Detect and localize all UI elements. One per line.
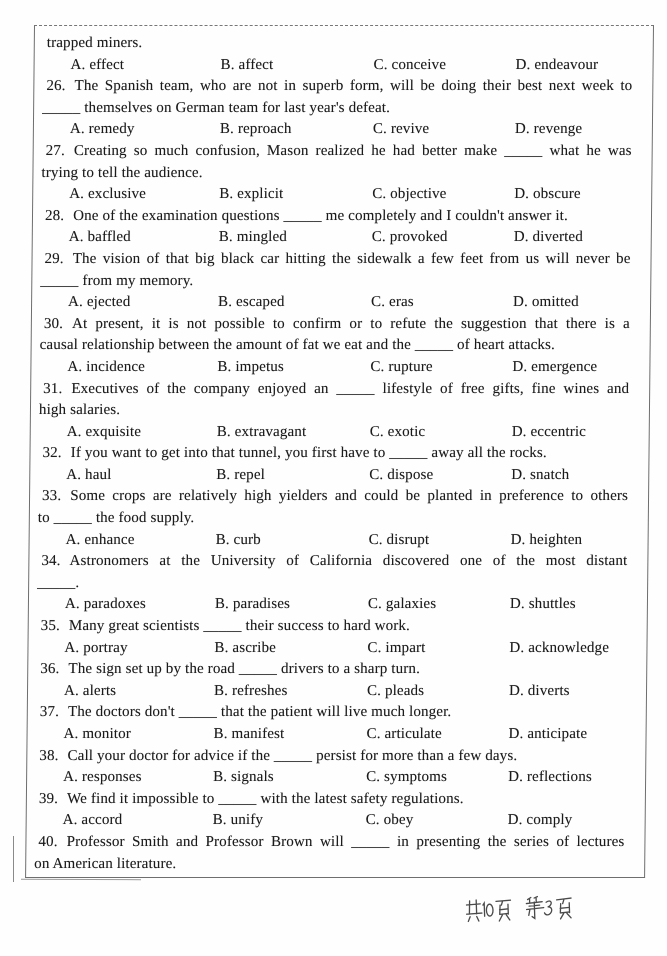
option-d (510, 530, 627, 552)
option-b (214, 638, 367, 660)
question-item (39, 314, 630, 379)
option-a (65, 530, 215, 552)
option-letter: C. (373, 56, 388, 73)
question-item (46, 33, 632, 76)
question-text: The doctors don't _____ that the patient will live much longer. (67, 704, 452, 721)
question-text: trapped miners. (46, 35, 143, 51)
options-row (39, 810, 625, 832)
option-text: exquisite (85, 423, 142, 440)
option-text: signals (231, 769, 274, 786)
option-d (508, 724, 625, 746)
option-text: rupture (388, 358, 433, 375)
option-letter: B. (214, 639, 229, 656)
option-text: pleads (384, 682, 425, 699)
options-row (44, 292, 630, 314)
option-text: disrupt (386, 531, 430, 548)
question-item (40, 616, 626, 659)
option-text: omitted (531, 294, 579, 311)
option-text: reproach (237, 121, 292, 138)
handwriting-strokes-icon (466, 893, 579, 927)
question-text: At present, it is not possible to confirm or to refute the suggestion that there is a (71, 315, 630, 332)
option-text: mingled (236, 229, 288, 246)
question-number: 31. (43, 380, 63, 397)
option-letter: D. (514, 121, 530, 138)
question-line (38, 832, 624, 854)
option-letter: B. (219, 121, 235, 138)
options-row (43, 357, 629, 379)
question-text: to _____ the food supply. (37, 510, 195, 527)
option-c (368, 530, 510, 552)
option-text: emergence (531, 358, 598, 375)
question-line (41, 551, 627, 573)
option-letter: D. (512, 358, 528, 375)
question-item (42, 443, 628, 486)
question-number: 29. (44, 250, 64, 267)
option-a (67, 422, 217, 444)
option-letter: D. (515, 56, 531, 73)
option-letter: C. (367, 596, 383, 613)
option-c (369, 465, 511, 487)
option-letter: B. (213, 682, 229, 699)
option-b (220, 119, 373, 141)
option-c (367, 681, 509, 703)
question-number: 32. (42, 445, 62, 462)
option-letter: B. (220, 56, 235, 73)
question-item (39, 746, 625, 789)
option-text: symptoms (384, 769, 448, 786)
option-a (66, 465, 216, 487)
option-letter: D. (508, 769, 524, 786)
option-d (515, 55, 632, 77)
option-text: paradises (232, 596, 291, 613)
option-text: dispose (387, 466, 434, 483)
option-text: revive (390, 121, 430, 138)
question-number: 38. (39, 747, 59, 764)
option-text: explicit (237, 186, 284, 203)
option-text: heighten (529, 531, 583, 548)
option-b (216, 465, 369, 487)
option-letter: A. (62, 812, 78, 829)
option-b (219, 227, 372, 249)
option-text: extravagant (234, 423, 307, 440)
handwritten-page-note (466, 893, 579, 927)
option-letter: A. (63, 682, 80, 699)
question-number: 28. (44, 207, 65, 224)
option-a (69, 227, 219, 249)
option-text: acknowledge (528, 639, 610, 656)
option-a (70, 119, 220, 141)
option-letter: D. (510, 531, 526, 548)
question-line (40, 702, 626, 724)
option-letter: D. (513, 294, 529, 311)
question-text: Call your doctor for advice if the _____ persist for more than a few days. (67, 747, 518, 764)
question-item (40, 659, 626, 702)
option-letter: B. (213, 769, 228, 786)
question-line (40, 271, 630, 293)
option-d (508, 810, 625, 832)
option-c (370, 422, 512, 444)
question-number: 34. (41, 553, 61, 570)
option-letter: A. (63, 726, 79, 742)
option-b (215, 594, 368, 616)
option-text: eras (388, 294, 414, 311)
question-line (43, 379, 629, 401)
option-c (368, 594, 510, 616)
question-item (45, 206, 631, 249)
option-letter: C. (372, 186, 387, 203)
option-text: paradoxes (83, 596, 146, 613)
question-item (34, 832, 625, 875)
question-number: 30. (43, 315, 64, 332)
question-text: Professor Smith and Professor Brown will _____ in presenting the series of lectures (66, 833, 625, 850)
question-item (37, 551, 628, 616)
option-b (213, 810, 366, 832)
option-c (366, 810, 508, 832)
option-letter: A. (70, 56, 86, 73)
question-text: Creating so much confusion, Mason realized he had better make _____ what he was (73, 142, 632, 159)
option-a (64, 681, 214, 703)
question-item (41, 141, 632, 206)
question-text: Many great scientists _____ their success to hard work. (68, 618, 411, 635)
option-letter: A. (68, 229, 84, 246)
question-text: The sign set up by the road _____ drivers to a sharp turn. (68, 661, 421, 678)
option-letter: D. (511, 466, 527, 483)
option-letter: B. (213, 726, 228, 742)
question-line (38, 508, 628, 530)
question-line (41, 616, 627, 638)
option-b (213, 724, 366, 746)
question-line (40, 659, 626, 681)
option-text: incidence (86, 358, 146, 375)
option-c (372, 184, 514, 206)
option-text: comply (526, 812, 573, 829)
question-item (38, 379, 630, 444)
option-b (213, 767, 366, 789)
option-d (512, 357, 629, 379)
options-row (41, 530, 627, 552)
option-letter: C. (368, 531, 383, 548)
question-number: 39. (38, 790, 59, 807)
question-number: 33. (41, 488, 62, 505)
option-letter: B. (218, 229, 233, 246)
option-b (217, 422, 370, 444)
option-letter: D. (507, 812, 523, 829)
option-text: responses (81, 769, 142, 786)
option-letter: B. (217, 358, 232, 375)
option-c (373, 55, 515, 77)
option-a (67, 357, 217, 379)
question-text: Executives of the company enjoyed an _____ lifestyle of free gifts, fine wines and (71, 380, 630, 397)
question-text: One of the examination questions _____ me completely and I couldn't answer it. (73, 207, 568, 224)
question-line (42, 486, 628, 508)
option-c (366, 767, 508, 789)
option-text: provoked (389, 229, 448, 246)
option-b (214, 681, 367, 703)
question-text: high salaries. (38, 402, 121, 419)
question-number: 26. (46, 78, 66, 95)
option-letter: A. (66, 466, 82, 483)
question-line (39, 400, 629, 422)
option-text: impart (385, 639, 426, 656)
question-line (41, 163, 631, 185)
option-b (217, 357, 370, 379)
option-letter: A. (69, 186, 85, 203)
option-b (215, 530, 368, 552)
question-item (39, 702, 625, 745)
question-text: on American literature. (34, 855, 177, 872)
option-letter: C. (370, 358, 385, 375)
option-text: exotic (387, 423, 426, 440)
question-number: 37. (39, 704, 60, 721)
option-letter: A. (65, 531, 81, 548)
option-letter: A. (66, 423, 82, 440)
option-d (512, 422, 629, 444)
option-text: monitor (82, 726, 132, 742)
option-text: revenge (533, 121, 583, 138)
question-line (40, 335, 630, 357)
option-c (371, 292, 513, 314)
questions-list (34, 33, 633, 875)
option-letter: B. (212, 812, 227, 829)
option-text: galaxies (385, 596, 437, 613)
option-text: curb (233, 531, 261, 548)
option-d (514, 227, 631, 249)
option-text: portray (83, 639, 128, 656)
option-c (366, 724, 508, 746)
question-text: If you want to get into that tunnel, you first have to _____ away all the rocks. (70, 445, 547, 462)
option-d (509, 681, 626, 703)
question-text: _____. (37, 574, 80, 591)
option-letter: A. (63, 769, 79, 786)
option-a (64, 638, 214, 660)
option-letter: D. (508, 726, 524, 742)
option-letter: A. (64, 596, 80, 613)
option-text: exclusive (87, 186, 147, 203)
option-letter: D. (513, 229, 529, 246)
option-text: eccentric (530, 423, 587, 440)
question-line (47, 33, 633, 55)
option-letter: C. (366, 726, 381, 742)
option-a (63, 724, 213, 746)
option-b (219, 184, 372, 206)
option-text: haul (85, 466, 112, 483)
option-letter: D. (509, 639, 525, 656)
option-letter: C. (366, 769, 381, 786)
option-text: obey (383, 812, 414, 829)
option-text: obscure (532, 186, 581, 203)
option-c (367, 638, 509, 660)
option-c (373, 119, 515, 141)
option-text: unify (230, 812, 264, 829)
option-a (69, 184, 219, 206)
option-c (370, 357, 512, 379)
option-d (514, 184, 631, 206)
option-letter: C. (369, 466, 384, 483)
option-text: reflections (526, 769, 592, 786)
option-text: impetus (235, 358, 285, 375)
option-a (65, 594, 215, 616)
option-text: endeavour (534, 56, 599, 73)
option-letter: C. (372, 121, 388, 138)
question-line (46, 76, 632, 98)
option-letter: B. (216, 423, 231, 440)
option-text: affect (238, 56, 274, 73)
question-line (39, 789, 625, 811)
option-text: escaped (235, 294, 285, 311)
option-letter: A. (68, 294, 84, 311)
question-line (42, 443, 628, 465)
option-text: enhance (84, 531, 135, 548)
question-text: Some crops are relatively high yielders and could be planted in preference to others (70, 488, 629, 505)
option-text: accord (81, 812, 123, 829)
options-row (39, 767, 625, 789)
option-b (220, 55, 373, 77)
option-letter: C. (365, 812, 380, 829)
option-text: alerts (82, 682, 117, 699)
option-letter: A. (69, 121, 85, 138)
option-d (510, 594, 627, 616)
options-row (46, 119, 632, 141)
question-line (45, 206, 631, 228)
option-d (515, 119, 632, 141)
question-item (42, 76, 633, 141)
option-c (372, 227, 514, 249)
option-letter: C. (371, 229, 386, 246)
option-text: shuttles (528, 596, 576, 613)
option-text: articulate (384, 726, 442, 742)
question-text: The Spanish team, who are not in superb form, will be doing their best next week to (74, 78, 633, 95)
options-row (40, 638, 626, 660)
options-row (39, 724, 625, 746)
question-line (34, 854, 624, 876)
option-text: anticipate (527, 726, 588, 742)
options-row (46, 55, 632, 77)
option-text: baffled (87, 229, 131, 246)
option-letter: A. (64, 639, 80, 656)
option-letter: C. (366, 682, 382, 699)
option-letter: B. (218, 294, 233, 311)
question-text: _____ themselves on German team for last year's defeat. (42, 99, 391, 116)
option-a (63, 767, 213, 789)
question-line (44, 249, 630, 271)
option-text: manifest (231, 726, 285, 742)
option-a (70, 55, 220, 77)
option-text: diverted (532, 229, 584, 246)
option-letter: D. (508, 682, 525, 699)
question-text: We find it impossible to _____ with the latest safety regulations. (67, 790, 464, 807)
option-d (511, 465, 628, 487)
option-letter: B. (214, 596, 230, 613)
question-text: The vision of that big black car hitting the sidewalk a few feet from us will never be (72, 250, 631, 267)
question-line (42, 98, 632, 120)
option-text: conceive (391, 56, 447, 73)
scan-edge-artifact (13, 836, 14, 882)
option-a (68, 292, 218, 314)
question-line (46, 141, 632, 163)
question-text: trying to tell the audience. (41, 164, 203, 181)
option-letter: D. (509, 596, 525, 613)
option-d (513, 292, 630, 314)
exam-content-box (25, 25, 654, 878)
option-letter: D. (514, 186, 530, 203)
question-text: _____ from my memory. (40, 272, 194, 289)
option-d (509, 638, 626, 660)
options-row (40, 681, 626, 703)
option-text: snatch (530, 466, 570, 483)
option-letter: B. (219, 186, 234, 203)
options-row (42, 465, 628, 487)
question-item (37, 486, 629, 551)
question-number: 40. (38, 833, 58, 850)
option-letter: A. (67, 358, 83, 375)
option-text: repel (234, 466, 266, 483)
question-text: Astronomers at the University of California discovered one of the most distant (69, 553, 628, 570)
options-row (45, 184, 631, 206)
options-row (41, 594, 627, 616)
option-letter: B. (216, 466, 231, 483)
question-item (39, 789, 625, 832)
option-letter: C. (371, 294, 386, 311)
question-line (39, 746, 625, 768)
scan-line-artifact (21, 879, 141, 880)
option-text: refreshes (231, 682, 288, 699)
question-number: 36. (40, 661, 60, 678)
option-text: ejected (86, 294, 131, 311)
option-d (508, 767, 625, 789)
option-text: remedy (88, 121, 135, 138)
option-a (63, 810, 213, 832)
question-line (44, 314, 630, 336)
option-letter: C. (367, 639, 382, 656)
option-letter: D. (511, 423, 527, 440)
question-item (40, 249, 631, 314)
option-b (218, 292, 371, 314)
option-letter: C. (369, 423, 384, 440)
question-text: causal relationship between the amount of fat we eat and the _____ of heart attacks. (39, 337, 556, 354)
option-text: ascribe (232, 639, 277, 656)
options-row (43, 422, 629, 444)
question-number: 27. (45, 142, 65, 159)
option-text: diverts (527, 682, 570, 699)
option-letter: B. (215, 531, 230, 548)
question-number: 35. (40, 618, 60, 635)
option-text: effect (89, 56, 125, 73)
option-text: objective (390, 186, 447, 203)
options-row (45, 227, 631, 249)
question-line (37, 573, 627, 595)
